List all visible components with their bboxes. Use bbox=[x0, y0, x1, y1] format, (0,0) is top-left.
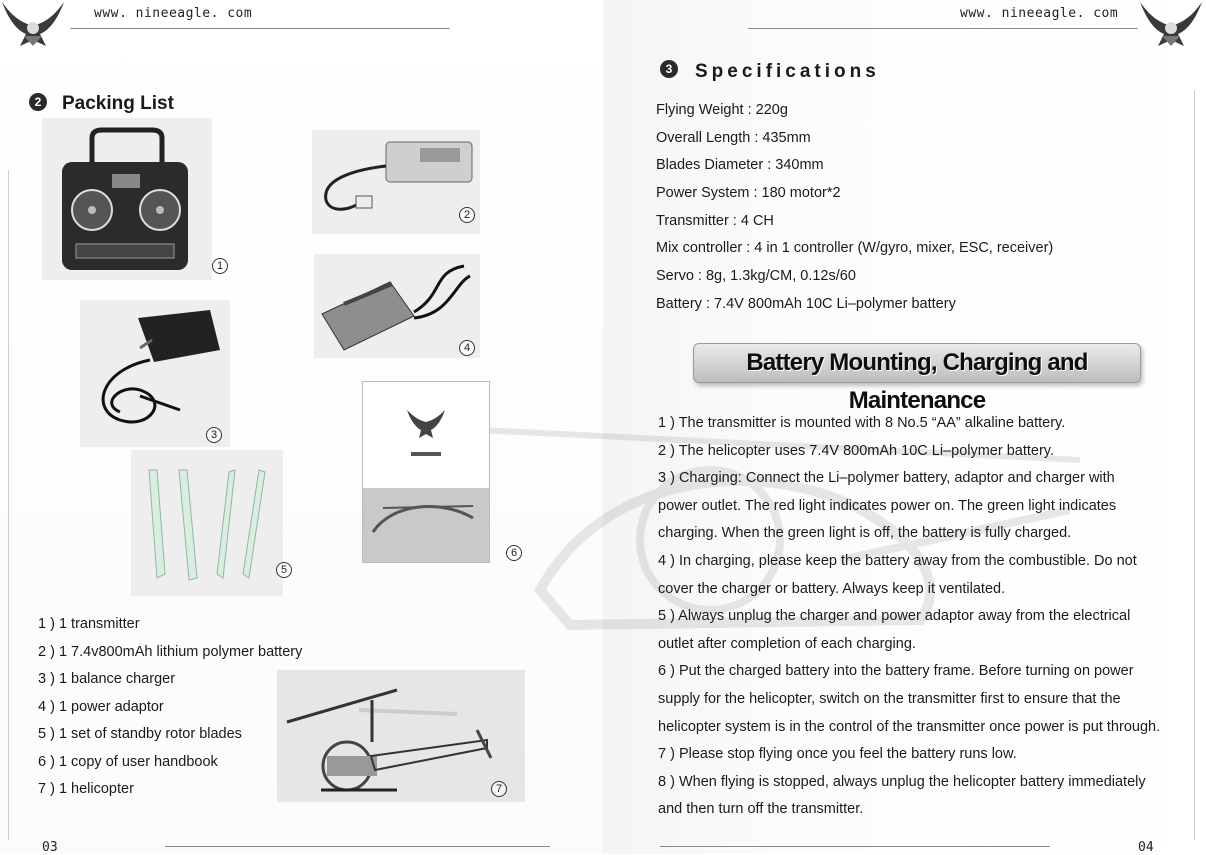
list-item: 4 ) 1 power adaptor bbox=[38, 698, 164, 715]
photo-number: 5 bbox=[276, 562, 292, 578]
instruction-line: 6 ) Put the charged battery into the battery frame. Before turning on power bbox=[658, 663, 1134, 680]
transmitter-photo bbox=[42, 118, 224, 280]
photo-number: 6 bbox=[506, 545, 522, 561]
instruction-line: 2 ) The helicopter uses 7.4V 800mAh 10C Li–polymer battery. bbox=[658, 442, 1055, 459]
battery-section-title: Battery Mounting, Charging and Maintenance bbox=[746, 349, 1088, 414]
spec-item: Flying Weight : 220g bbox=[656, 102, 788, 118]
list-item: 3 ) 1 balance charger bbox=[38, 671, 176, 687]
list-item: 7 ) 1 helicopter bbox=[38, 781, 134, 797]
eagle-logo-icon bbox=[0, 0, 66, 48]
user-handbook-photo bbox=[362, 381, 490, 563]
instruction-line: 5 ) Always unplug the charger and power adaptor away from the electrical bbox=[658, 608, 1131, 625]
page-side-rule bbox=[8, 170, 9, 840]
instruction-line: supply for the helicopter, switch on the transmitter first to ensure that the bbox=[658, 690, 1121, 707]
section-number-badge: 2 bbox=[29, 93, 47, 111]
instruction-line: 3 ) Charging: Connect the Li–polymer battery, adaptor and charger with bbox=[658, 470, 1115, 487]
spec-item: Blades Diameter : 340mm bbox=[656, 157, 824, 174]
website-url: www. nineeagle. com bbox=[960, 6, 1119, 21]
instruction-line: 1 ) The transmitter is mounted with 8 No.5 “AA” alkaline battery. bbox=[658, 415, 1066, 431]
header-rule bbox=[748, 28, 1138, 29]
specifications-heading: Specifications bbox=[695, 61, 880, 82]
spec-item: Overall Length : 435mm bbox=[656, 129, 811, 146]
spec-item: Mix controller : 4 in 1 controller (W/gyro, mixer, ESC, receiver) bbox=[656, 240, 1054, 257]
balance-charger-photo bbox=[314, 254, 480, 358]
header-rule bbox=[70, 28, 450, 29]
battery-photo bbox=[312, 130, 480, 234]
battery-instructions bbox=[658, 410, 1203, 824]
instruction-line: power outlet. The red light indicates power on. The green light indicates bbox=[658, 497, 1117, 514]
packing-list-heading: Packing List bbox=[62, 93, 174, 114]
specifications-list bbox=[656, 100, 1053, 322]
website-url: www. nineeagle. com bbox=[94, 6, 253, 21]
battery-section-banner bbox=[693, 343, 1141, 414]
packing-list bbox=[38, 614, 302, 807]
photo-number: 7 bbox=[491, 781, 507, 797]
instruction-line: helicopter system is in the control of the transmitter once power is put through. bbox=[658, 718, 1161, 735]
spec-item: Servo : 8g, 1.3kg/CM, 0.12s/60 bbox=[656, 268, 856, 285]
page-side-rule bbox=[1194, 90, 1195, 840]
instruction-line: and then turn off the transmitter. bbox=[658, 801, 864, 818]
list-item: 2 ) 1 7.4v800mAh lithium polymer battery bbox=[38, 643, 303, 660]
eagle-logo-icon bbox=[1138, 0, 1204, 48]
instruction-line: outlet after completion of each charging. bbox=[658, 635, 916, 652]
power-adaptor-photo bbox=[80, 300, 230, 447]
section-number-badge: 3 bbox=[660, 60, 678, 78]
photo-number: 4 bbox=[459, 340, 475, 356]
instruction-line: charging. When the green light is off, the battery is fully charged. bbox=[658, 525, 1072, 542]
page-number: 03 bbox=[42, 840, 58, 855]
list-item: 1 ) 1 transmitter bbox=[38, 616, 140, 632]
photo-number: 3 bbox=[206, 427, 222, 443]
instruction-line: cover the charger or battery. Always keep it ventilated. bbox=[658, 580, 1006, 597]
instruction-line: 7 ) Please stop flying once you feel the battery runs low. bbox=[658, 746, 1017, 763]
spec-item: Battery : 7.4V 800mAh 10C Li–polymer battery bbox=[656, 295, 956, 312]
photo-number: 2 bbox=[459, 207, 475, 223]
page-number: 04 bbox=[1138, 840, 1154, 855]
instruction-line: 4 ) In charging, please keep the battery away from the combustible. Do not bbox=[658, 552, 1137, 569]
spec-item: Transmitter : 4 CH bbox=[656, 212, 774, 229]
helicopter-photo bbox=[277, 670, 525, 802]
spec-item: Power System : 180 motor*2 bbox=[656, 185, 841, 202]
rotor-blades-photo bbox=[131, 450, 288, 596]
instruction-line: 8 ) When flying is stopped, always unplug the helicopter battery immediately bbox=[658, 773, 1146, 790]
list-item: 5 ) 1 set of standby rotor blades bbox=[38, 726, 242, 742]
footer-rule bbox=[660, 846, 1050, 847]
footer-rule bbox=[165, 846, 550, 847]
list-item: 6 ) 1 copy of user handbook bbox=[38, 753, 218, 770]
photo-number: 1 bbox=[212, 258, 228, 274]
